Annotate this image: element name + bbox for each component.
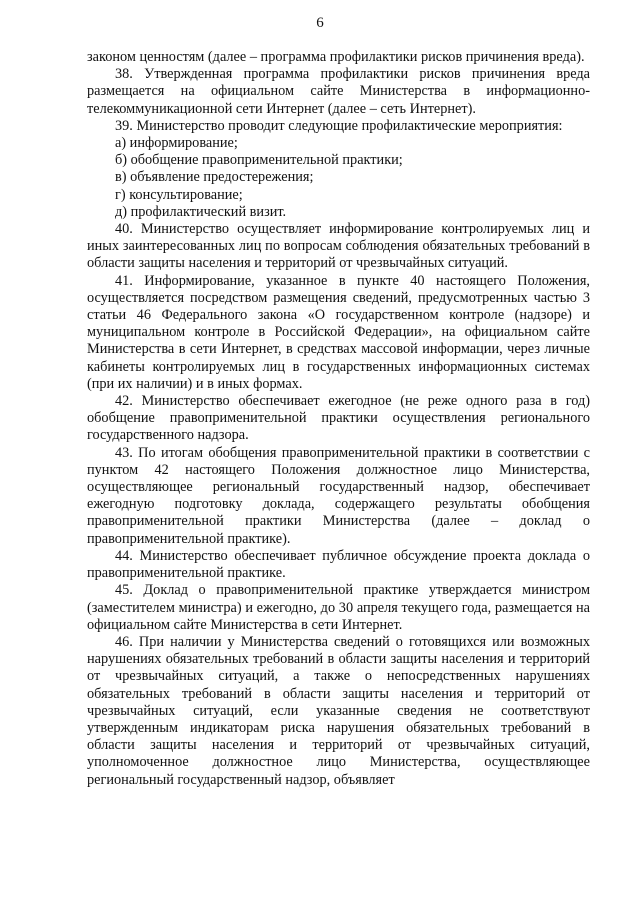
paragraph-41: 41. Информирование, указанное в пункте 40 настоящего Положения, осуществляется посредством размещения сведений, предусмотренных частью 3 статьи 46 Федерального закона «О государственном контроле (надзоре) и муниципальном контроле в Российской Федерации», на официальном сайте Министерства в сети Интернет, в средствах массовой информации, через личные кабинеты контролируемых лиц в государственных информационных системах (при их наличии) и в иных формах. xyxy=(87,272,590,392)
paragraph-44: 44. Министерство обеспечивает публичное обсуждение проекта доклада о правоприменительной практике. xyxy=(87,547,590,582)
paragraph-40: 40. Министерство осуществляет информирование контролируемых лиц и иных заинтересованных лиц по вопросам соблюдения обязательных требований в области защиты населения и территорий от чрезвычайных ситуаций. xyxy=(87,221,590,272)
list-item-e: д) профилактический визит. xyxy=(115,203,287,220)
paragraph-38: 38. Утвержденная программа профилактики рисков причинения вреда размещается на официальном сайте Министерства в информационно-телекоммуникационной сети Интернет (далее – сеть Интернет). xyxy=(87,66,590,117)
paragraph-42: 42. Министерство обеспечивает ежегодное (не реже одного раза в год) обобщение правоприменительной практики осуществления регионального государственного надзора. xyxy=(87,393,590,444)
paragraph-39: 39. Министерство проводит следующие профилактические мероприятия: xyxy=(115,117,563,134)
page-number: 6 xyxy=(316,15,324,31)
document-body xyxy=(87,49,590,789)
paragraph-46: 46. При наличии у Министерства сведений о готовящихся или возможных нарушениях обязательных требований в области защиты населения и территорий от чрезвычайных ситуаций, а также о непосредственных нарушениях обязательных требований в области защиты населения и территорий от чрезвычайных ситуаций, если указанные сведения не соответствуют утвержденным индикаторам риска нарушения обязательных требований в области защиты населения и территорий от чрезвычайных ситуаций, уполномоченное должностное лицо Министерства, осуществляющее региональный государственный надзор, объявляет xyxy=(87,633,590,788)
paragraph-45: 45. Доклад о правоприменительной практике утверждается министром (заместителем министра) и ежегодно, до 30 апреля текущего года, размещается на официальном сайте Министерства в сети Интернет. xyxy=(87,582,590,633)
paragraph-43: 43. По итогам обобщения правоприменительной практики в соответствии с пунктом 42 настоящего Положения должностное лицо Министерства, осуществляющее региональный государственный надзор, обеспечивает ежегодную подготовку доклада, содержащего результаты обобщения правоприменительной практики Министерства (далее – доклад о правоприменительной практике). xyxy=(87,444,590,547)
list-item-b: б) обобщение правоприменительной практики; xyxy=(115,152,403,169)
list-item-a: а) информирование; xyxy=(115,135,238,152)
list-item-d: г) консультирование; xyxy=(115,186,243,203)
list-item-c: в) объявление предостережения; xyxy=(115,169,314,186)
paragraph-continuation: законом ценностям (далее – программа профилактики рисков причинения вреда). xyxy=(87,49,585,65)
